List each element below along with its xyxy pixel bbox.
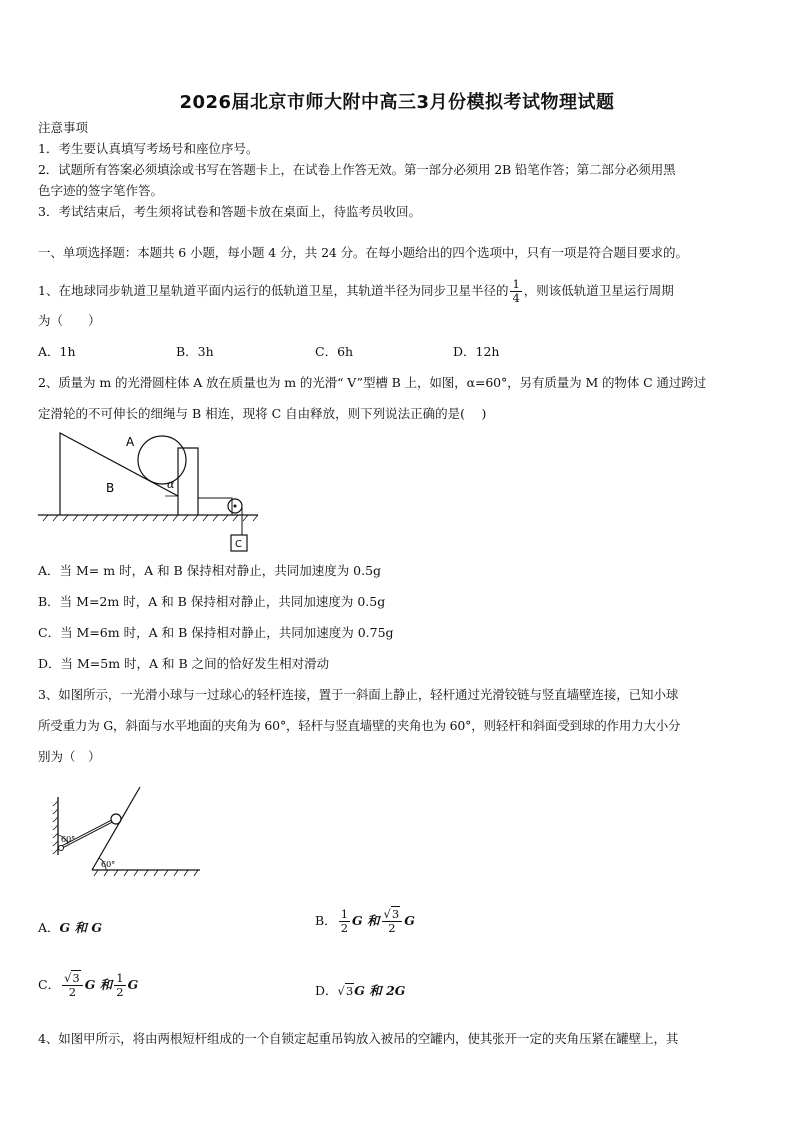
q1-option-a: A．1h — [38, 344, 76, 359]
q3-stem-line3: 别为（ ） — [38, 749, 101, 764]
notice-heading: 注意事项 — [38, 120, 89, 135]
notice-item: 1．考生要认真填写考场号和座位序号。 — [38, 141, 259, 156]
q3-figure — [50, 785, 210, 880]
q3-option-c: C． $\frac{√3}{2}$ G 和 $\frac{1}{2}$ G — [38, 971, 139, 1000]
q2-stem-line1: 2、质量为 m 的光滑圆柱体 A 放在质量也为 m 的光滑“ V”型槽 B 上，如图，α=60°，另有质量为 M 的物体 C 通过跨过 — [38, 375, 707, 390]
q3-stem-line1: 3、如图所示，一光滑小球与一过球心的轻杆连接，置于一斜面上静止，轻杆通过光滑铰链与竖直墙壁连接，已知小球 — [38, 687, 679, 702]
q1-option-b: B．3h — [176, 344, 214, 359]
angle-wall-label: 60° — [61, 835, 76, 844]
q3-option-a: A．G 和 G — [38, 920, 103, 935]
q3-option-d: D．√3G 和 2G — [315, 983, 406, 998]
cylinder-a — [138, 436, 186, 484]
q1-option-d: D．12h — [453, 344, 500, 359]
q1-stem-c: 为（ ） — [38, 313, 101, 328]
label-alpha: α — [167, 478, 175, 491]
q1-stem-a: 1、在地球同步轨道卫星轨道平面内运行的低轨道卫星，其轨道半径为同步卫星半径的 — [38, 283, 509, 299]
q2-option-c: C．当 M=6m 时，A 和 B 保持相对静止，共同加速度为 0.75g — [38, 625, 394, 640]
label-c: C — [235, 539, 242, 550]
label-a: A — [126, 435, 135, 449]
q2-option-a: A．当 M= m 时，A 和 B 保持相对静止，共同加速度为 0.5g — [38, 563, 382, 578]
q2-option-d: D．当 M=5m 时，A 和 B 之间的恰好发生相对滑动 — [38, 656, 330, 671]
angle-slope-label: 60° — [101, 860, 116, 869]
v-groove-block — [60, 433, 178, 515]
q2-stem-line2: 定滑轮的不可伸长的细绳与 B 相连，现将 C 自由释放，则下列说法正确的是( ) — [38, 406, 487, 421]
q3-stem-line2: 所受重力为 G，斜面与水平地面的夹角为 60°，轻杆与竖直墙壁的夹角也为 60°，则轻杆和斜面受到球的作用力大小分 — [38, 718, 681, 733]
notice-item: 2．试题所有答案必须填涂或书写在答题卡上，在试卷上作答无效。第一部分必须用 2B 铅笔作答；第二部分必须用黑 — [38, 162, 676, 177]
label-b: B — [106, 481, 115, 495]
q1-stem — [38, 278, 674, 305]
page-title: 2026届北京市师大附中高三3月份模拟考试物理试题 — [179, 92, 615, 113]
q1-fraction: $\frac{1}{4}$ — [512, 277, 520, 306]
notice-item: 3．考试结束后，考生须将试卷和答题卡放在桌面上，待监考员收回。 — [38, 204, 421, 219]
q4-stem-line1: 4、如图甲所示，将由两根短杆组成的一个自锁定起重吊钩放入被吊的空罐内，使其张开一定的夹角压紧在罐壁上，其 — [38, 1031, 679, 1046]
q2-figure — [38, 430, 268, 555]
q3-option-b: B． $\frac{1}{2}$ G 和 $\frac{√3}{2}$ G — [315, 907, 415, 936]
q1-stem-b: ，则该低轨道卫星运行周期 — [523, 283, 674, 299]
notice-item: 色字迹的签字笔作答。 — [38, 183, 164, 198]
q1-option-c: C．6h — [315, 344, 354, 359]
section-heading: 一、单项选择题：本题共 6 小题，每小题 4 分，共 24 分。在每小题给出的四个选项中，只有一项是符合题目要求的。 — [38, 245, 688, 260]
q2-option-b: B．当 M=2m 时，A 和 B 保持相对静止，共同加速度为 0.5g — [38, 594, 386, 609]
